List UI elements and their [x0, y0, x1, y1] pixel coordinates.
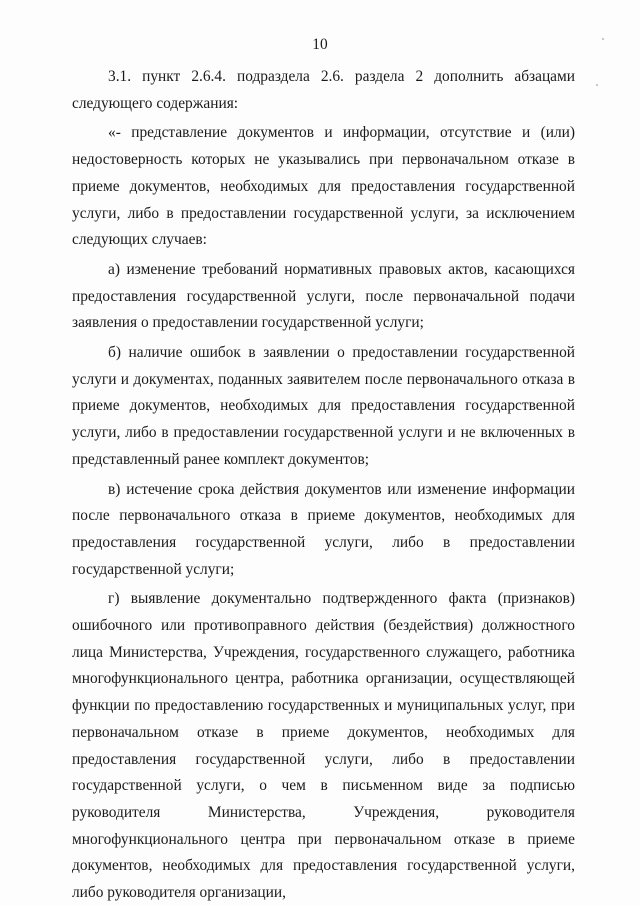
- paragraph-item-a: а) изменение требований нормативных правовых актов, касающихся предоставления государственной услуги, после первоначальной подачи заявления о предоставлении государственной услуги;: [72, 260, 575, 332]
- scan-speck: [602, 38, 604, 40]
- paragraph-main-clause: «- представление документов и информации, отсутствие и (или) недостоверность которых не указывались при первоначальном отказе в приеме документов, необходимых для предоставления государственной услуги, либо в предоставлении государственной услуги, за исключением следующих случаев:: [72, 124, 575, 249]
- paragraph-item-g: г) выявление документально подтвержденного факта (признаков) ошибочного или противоправного действия (бездействия) должностного лица Министерства, Учреждения, государственного служащего, работника многофункционального центра, работника организации, осуществляющей функции по предоставлению государственных и муниципальных услуг, при первоначальном отказе в приеме документов, необходимых для предоставления государственной услуги, либо в предоставлении государственной услуги, о чем в письменном виде за подписью руководителя Министерства, Учреждения, руководителя многофункционального центра при первоначальном отказе в приеме документов, необходимых для предоставления государственной услуги, либо руководителя организации,: [72, 590, 575, 902]
- page-number: 10: [312, 36, 328, 53]
- paragraph-item-b: б) наличие ошибок в заявлении о предоставлении государственной услуги и документах, поданных заявителем после первоначального отказа в приеме документов, необходимых для предоставления государственной услуги, либо в предоставлении государственной услуги и не включенных в представленный ранее комплект документов;: [72, 344, 575, 468]
- paragraph-item-v: в) истечение срока действия документов или изменение информации после первоначального отказа в приеме документов, необходимых для предоставления государственной услуги, либо в предоставлении государственной услуги;: [72, 480, 575, 578]
- scan-speck: [596, 84, 598, 86]
- paragraph-intro: 3.1. пункт 2.6.4. подраздела 2.6. раздела 2 дополнить абзацами следующего содержания:: [72, 68, 575, 112]
- document-body: [72, 64, 575, 910]
